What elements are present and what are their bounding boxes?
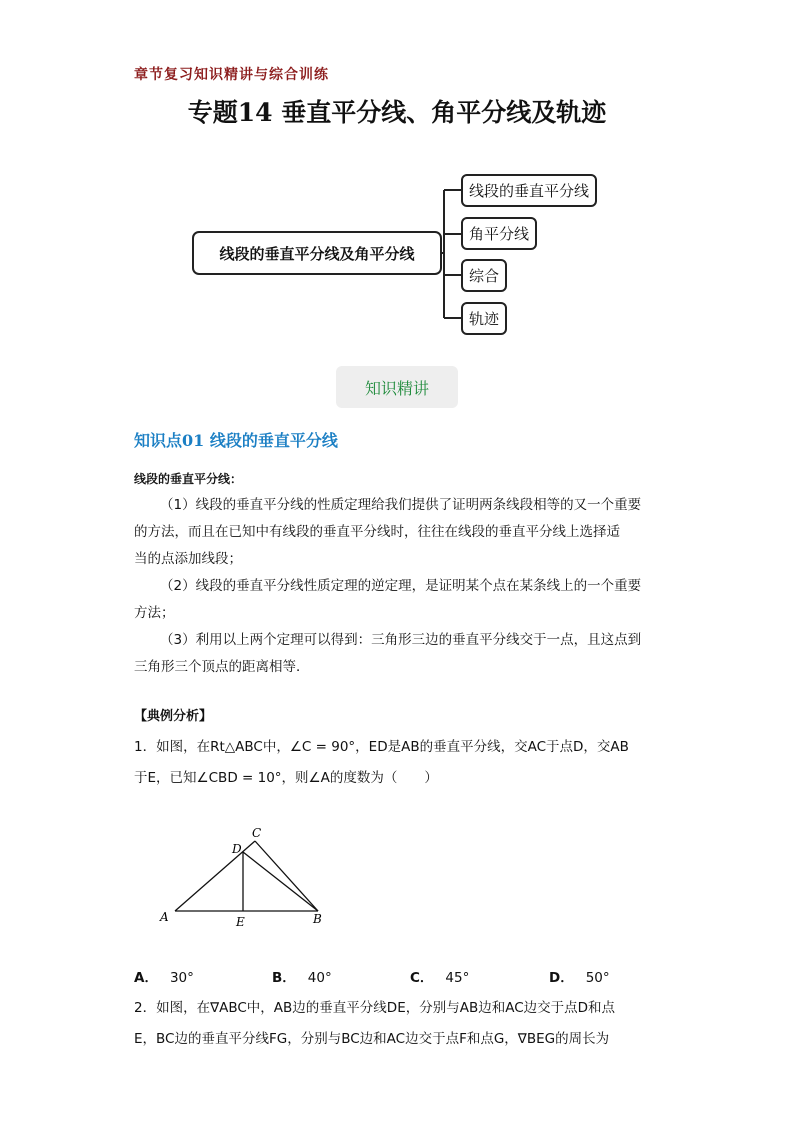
segment-cb bbox=[255, 841, 318, 911]
section-badge: 知识精讲 bbox=[336, 366, 458, 408]
mindmap-branch-perpendicular-bisector: 线段的垂直平分线 bbox=[461, 174, 597, 207]
paragraph-line: 方法； bbox=[134, 605, 175, 621]
knowledge-subheading: 线段的垂直平分线： bbox=[134, 472, 243, 486]
triangle-figure bbox=[150, 820, 340, 935]
mindmap-connectors bbox=[0, 0, 794, 400]
paragraph-line: （3）利用以上两个定理可以得到：三角形三边的垂直平分线交于一点，且这点到 bbox=[160, 632, 642, 648]
page-title: 专题14 垂直平分线、角平分线及轨迹 bbox=[187, 98, 607, 127]
question-line: 于E，已知∠CBD = 10°，则∠A的度数为（ ） bbox=[134, 770, 438, 786]
label-e: E bbox=[236, 915, 245, 929]
paragraph-line: （2）线段的垂直平分线性质定理的逆定理，是证明某个点在某条线上的一个重要 bbox=[160, 578, 642, 594]
paragraph-line: 三角形三个顶点的距离相等． bbox=[134, 659, 310, 675]
knowledge-paragraph-2 bbox=[134, 573, 664, 627]
mindmap-branch-angle-bisector: 角平分线 bbox=[461, 217, 537, 250]
mindmap-root: 线段的垂直平分线及角平分线 bbox=[192, 231, 442, 275]
question-2-text bbox=[134, 993, 664, 1055]
example-heading: 【典例分析】 bbox=[134, 709, 213, 724]
question-line: 1．如图，在Rt△ABC中，∠C = 90°，ED是AB的垂直平分线，交AC于点D，交AB bbox=[134, 739, 629, 755]
question-1-text bbox=[134, 732, 664, 794]
paragraph-line: 当的点添加线段； bbox=[134, 551, 242, 567]
paragraph-line: 的方法，而且在已知中有线段的垂直平分线时，往往在线段的垂直平分线上选择适 bbox=[134, 524, 620, 540]
label-d: D bbox=[232, 842, 242, 856]
label-a: A bbox=[160, 910, 169, 924]
series-title: 章节复习知识精讲与综合训练 bbox=[134, 67, 329, 83]
option-c[interactable]: C． 45° bbox=[410, 970, 470, 986]
label-c: C bbox=[252, 826, 262, 840]
option-b[interactable]: B． 40° bbox=[272, 970, 332, 986]
question-line: E，BC边的垂直平分线FG，分别与BC边和AC边交于点F和点G，∇BEG的周长为 bbox=[134, 1031, 610, 1047]
segment-db bbox=[243, 852, 318, 911]
label-b: B bbox=[313, 912, 322, 926]
mindmap-branch-locus: 轨迹 bbox=[461, 302, 507, 335]
paragraph-line: （1）线段的垂直平分线的性质定理给我们提供了证明两条线段相等的又一个重要 bbox=[160, 497, 642, 513]
option-a[interactable]: A． 30° bbox=[134, 970, 194, 986]
knowledge-paragraph-1 bbox=[134, 492, 664, 573]
knowledge-point-title: 知识点01 线段的垂直平分线 bbox=[134, 431, 338, 450]
mindmap-branch-comprehensive: 综合 bbox=[461, 259, 507, 292]
question-line: 2．如图，在∇ABC中，AB边的垂直平分线DE，分别与AB边和AC边交于点D和点 bbox=[134, 1000, 616, 1016]
knowledge-paragraph-3 bbox=[134, 627, 664, 681]
option-d[interactable]: D． 50° bbox=[549, 970, 610, 986]
